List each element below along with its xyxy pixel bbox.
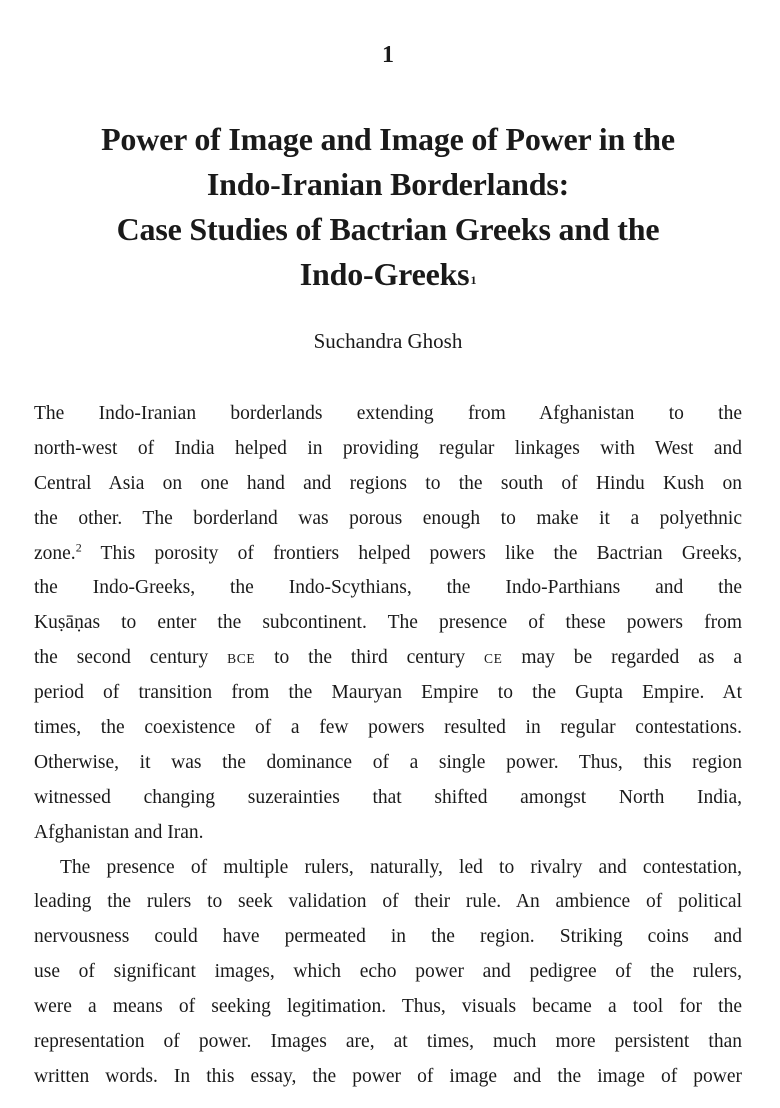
text-line: Otherwise, it was the dominance of a single power. Thus, this region [34, 751, 742, 773]
text-line: the other. The borderland was porous enough to make it a polyethnic [34, 507, 742, 529]
text-fragment: to the third century [255, 647, 484, 669]
text-line: written words. In this essay, the power of image and the image of power [34, 1065, 742, 1087]
text-line [34, 641, 742, 676]
text-line: north-west of India helped in providing regular linkages with West and [34, 437, 742, 459]
title-line-text: Indo-Greeks [299, 256, 470, 292]
text-fragment: This porosity of frontiers helped powers like the Bactrian Greeks, [81, 542, 742, 564]
text-line: nervousness could have permeated in the region. Striking coins and [34, 926, 742, 948]
text-line: period of transition from the Mauryan Empire to the Gupta Empire. At [34, 682, 742, 704]
title-line: Case Studies of Bactrian Greeks and the [116, 211, 660, 247]
text-fragment: may be regarded as a [502, 647, 742, 669]
body-text [34, 397, 742, 1095]
title-line: Indo-Iranian Borderlands: [206, 166, 570, 202]
paragraph-1 [34, 397, 742, 851]
text-line: witnessed changing suzerainties that shifted amongst North India, [34, 786, 742, 808]
title-line [34, 252, 742, 297]
text-line: The Indo-Iranian borderlands extending from Afghanistan to the [34, 403, 742, 424]
title-footnote-marker: 1 [470, 273, 477, 287]
era-abbreviation: CE [483, 651, 503, 667]
text-fragment: the second century [34, 647, 228, 669]
author-name: Suchandra Ghosh [313, 329, 463, 353]
text-line: times, the coexistence of a few powers resulted in regular contestations. [34, 717, 742, 739]
text-line: were a means of seeking legitimation. Thus, visuals became a tool for the [34, 996, 742, 1018]
text-line: the Indo-Greeks, the Indo-Scythians, the Indo-Parthians and the [34, 577, 742, 599]
text-line: Afghanistan and Iran. [34, 821, 204, 843]
era-abbreviation: BCE [227, 651, 256, 667]
text-fragment: zone. [34, 542, 76, 564]
paragraph-2 [34, 851, 742, 1095]
text-line: representation of power. Images are, at times, much more persistent than [34, 1031, 742, 1053]
chapter-number: 1 [382, 42, 394, 68]
title-line: Power of Image and Image of Power in the [101, 121, 675, 157]
chapter-title [34, 117, 742, 297]
text-line [34, 537, 742, 572]
text-line: leading the rulers to seek validation of their rule. An ambience of political [34, 891, 742, 913]
book-page [34, 0, 742, 1108]
text-line: Kuṣāṇas to enter the subcontinent. The presence of these powers from [34, 612, 742, 634]
footnote-marker: 2 [75, 540, 82, 555]
text-line: Central Asia on one hand and regions to the south of Hindu Kush on [34, 472, 742, 494]
text-line: use of significant images, which echo power and pedigree of the rulers, [34, 961, 742, 983]
text-line: The presence of multiple rulers, naturally, led to rivalry and contestation, [60, 856, 742, 878]
